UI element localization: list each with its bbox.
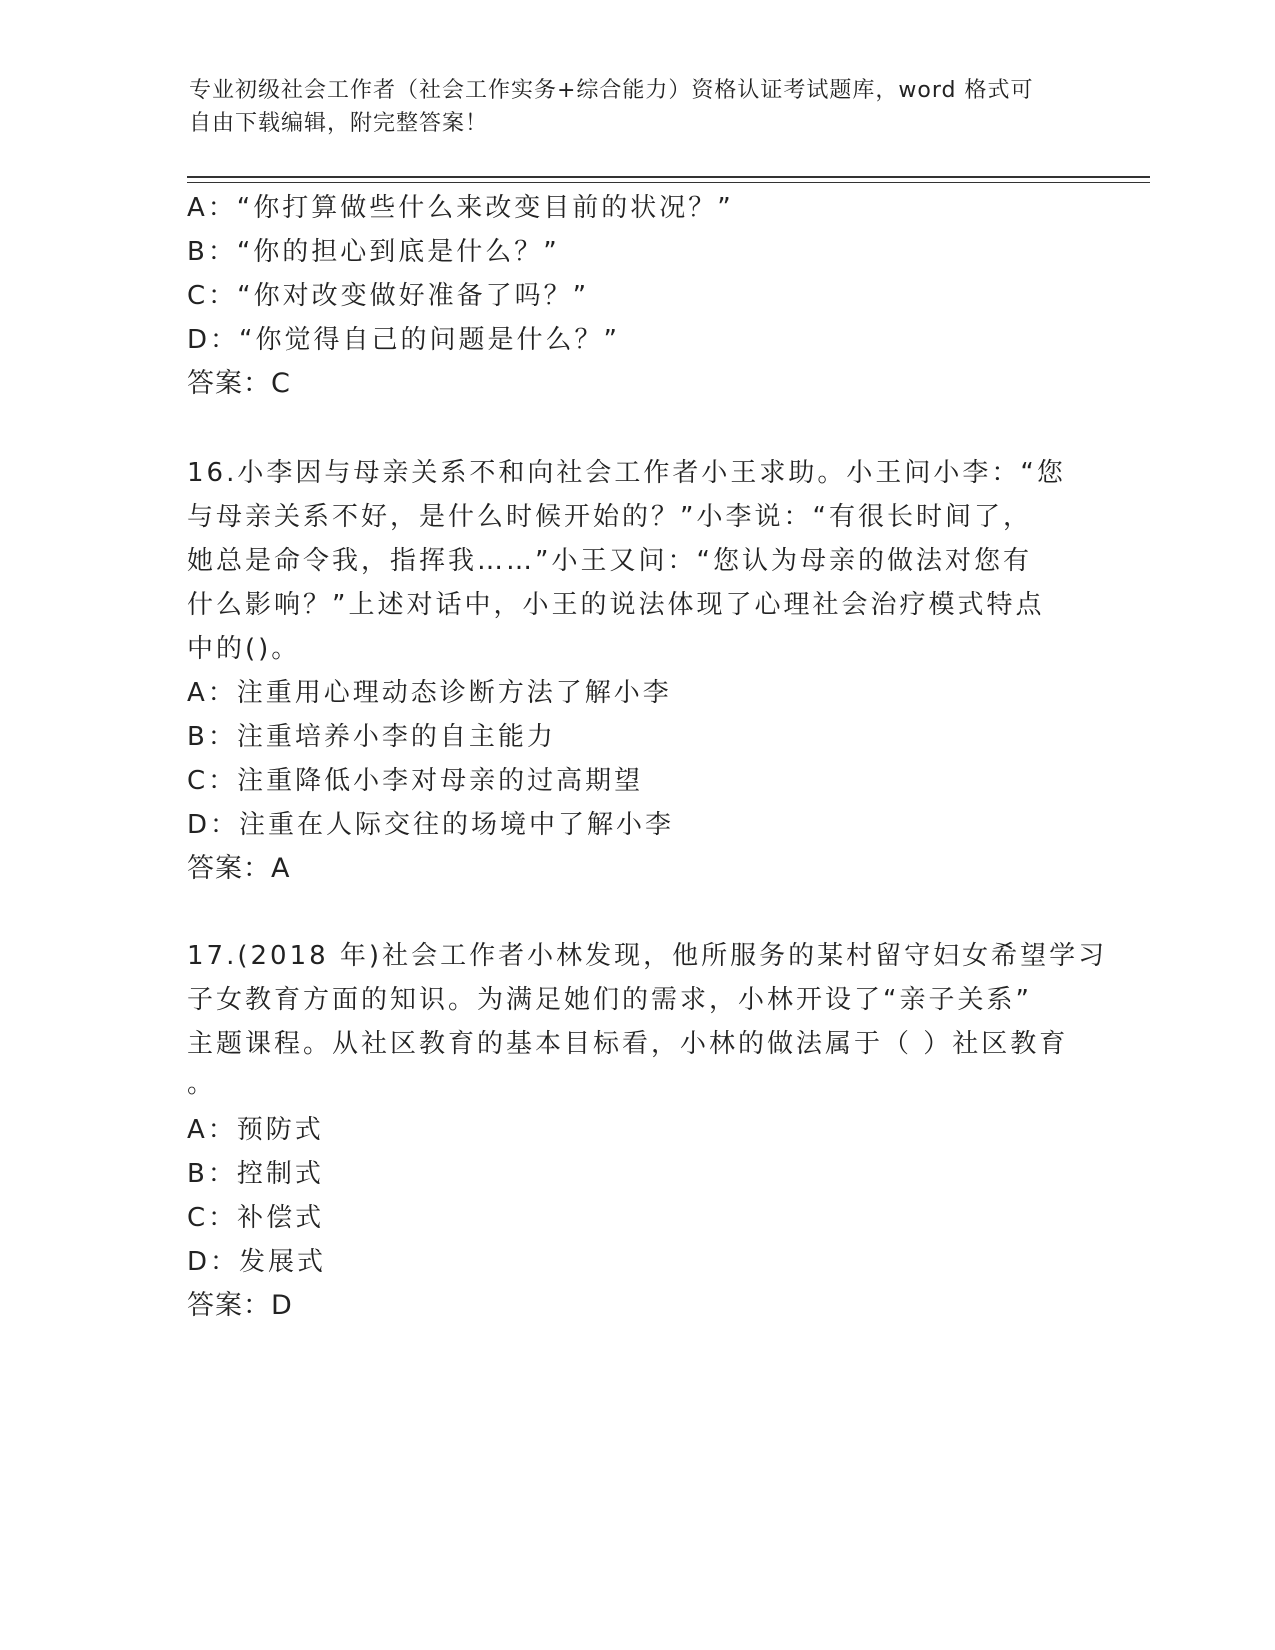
q15-answer: 答案：C: [187, 368, 291, 399]
q17-answer: 答案：D: [187, 1290, 293, 1321]
q17-stem-line-2: 子女教育方面的知识。为满足她们的需求，小林开设了“亲子关系”: [187, 985, 1032, 1015]
document-header: [189, 74, 1089, 140]
q16-stem-line-3: 她总是命令我，指挥我……”小王又问：“您认为母亲的做法对您有: [187, 546, 1032, 576]
q17-option-c: C：补偿式: [187, 1203, 325, 1233]
q17-stem-line-3: 主题课程。从社区教育的基本目标看，小林的做法属于（ ）社区教育: [187, 1029, 1069, 1059]
header-divider-thin: [187, 182, 1150, 183]
q16-stem-line-5: 中的()。: [187, 634, 301, 664]
q15-option-c: C：“你对改变做好准备了吗？”: [187, 281, 590, 311]
q16-stem-line-1: 16.小李因与母亲关系不和向社会工作者小王求助。小王问小李：“您: [187, 458, 1066, 488]
header-divider-thick: [187, 176, 1150, 178]
q16-option-d: D：注重在人际交往的场境中了解小李: [187, 810, 675, 840]
q16-option-a: A：注重用心理动态诊断方法了解小李: [187, 678, 672, 708]
q15-option-d: D：“你觉得自己的问题是什么？”: [187, 325, 620, 355]
q17-stem-line-4: 。: [187, 1069, 217, 1099]
header-line-1: 专业初级社会工作者（社会工作实务+综合能力）资格认证考试题库，word 格式可: [189, 78, 1034, 103]
q16-stem-line-2: 与母亲关系不好，是什么时候开始的？”小李说：“有很长时间了，: [187, 502, 1032, 532]
q16-answer: 答案：A: [187, 853, 291, 884]
q16-option-c: C：注重降低小李对母亲的过高期望: [187, 766, 644, 796]
q15-option-b: B：“你的担心到底是什么？”: [187, 237, 560, 267]
q17-stem-line-1: 17.(2018 年)社会工作者小林发现，他所服务的某村留守妇女希望学习: [187, 941, 1108, 971]
q15-option-a: A：“你打算做些什么来改变目前的状况？”: [187, 193, 734, 223]
q17-option-b: B：控制式: [187, 1159, 324, 1189]
q16-stem-line-4: 什么影响？”上述对话中，小王的说法体现了心理社会治疗模式特点: [187, 590, 1045, 620]
q17-option-d: D：发展式: [187, 1247, 327, 1277]
q17-option-a: A：预防式: [187, 1115, 324, 1145]
q16-option-b: B：注重培养小李的自主能力: [187, 722, 556, 752]
header-line-2: 自由下载编辑，附完整答案！: [189, 111, 489, 136]
